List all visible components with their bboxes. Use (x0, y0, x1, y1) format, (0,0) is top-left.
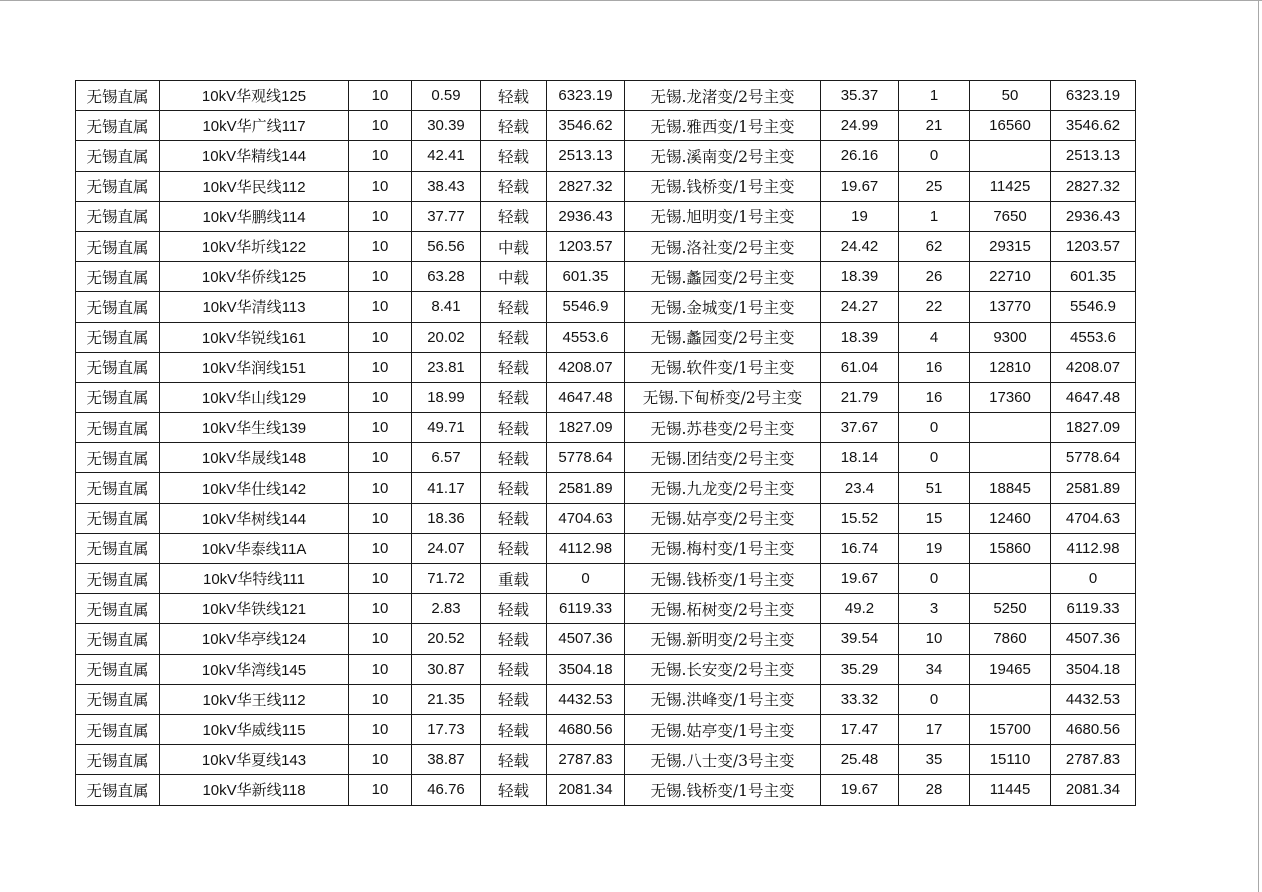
feeder-name-cell: 10kV华民线112 (160, 171, 349, 201)
feeder-name-cell: 10kV华精线144 (160, 141, 349, 171)
feeder-name-cell: 10kV华润线151 (160, 352, 349, 382)
load-rate-cell: 18.36 (412, 503, 481, 533)
company-cell: 无锡直属 (76, 684, 160, 714)
voltage-cell: 10 (349, 413, 412, 443)
user-count-cell: 21 (899, 111, 970, 141)
load-status-cell: 轻载 (481, 111, 547, 141)
feeder-name-cell: 10kV华圻线122 (160, 231, 349, 261)
voltage-cell: 10 (349, 533, 412, 563)
table-row (76, 413, 1136, 443)
load-status-cell: 轻载 (481, 322, 547, 352)
table-row (76, 262, 1136, 292)
installed-capacity-cell: 7650 (970, 201, 1051, 231)
feeder-name-cell: 10kV华广线117 (160, 111, 349, 141)
load-rate-cell: 38.87 (412, 745, 481, 775)
load-status-cell: 轻载 (481, 775, 547, 805)
load-rate-cell: 24.07 (412, 533, 481, 563)
user-count-cell: 0 (899, 413, 970, 443)
load-rate-cell: 20.02 (412, 322, 481, 352)
spare-capacity-cell: 0 (547, 564, 625, 594)
transformer-load-rate-cell: 26.16 (821, 141, 899, 171)
spare-capacity-cell: 6119.33 (547, 594, 625, 624)
transformer-load-rate-cell: 35.29 (821, 654, 899, 684)
feeder-name-cell: 10kV华新线118 (160, 775, 349, 805)
load-rate-cell: 42.41 (412, 141, 481, 171)
transformer-load-rate-cell: 61.04 (821, 352, 899, 382)
feeder-name-cell: 10kV华清线113 (160, 292, 349, 322)
available-capacity-cell: 4208.07 (1051, 352, 1136, 382)
installed-capacity-cell (970, 443, 1051, 473)
transformer-cell: 无锡.洛社变/2号主变 (625, 231, 821, 261)
transformer-cell: 无锡.新明变/2号主变 (625, 624, 821, 654)
load-status-cell: 轻载 (481, 745, 547, 775)
table-row (76, 775, 1136, 805)
load-status-cell: 轻载 (481, 382, 547, 412)
available-capacity-cell: 5778.64 (1051, 443, 1136, 473)
available-capacity-cell: 0 (1051, 564, 1136, 594)
feeder-name-cell: 10kV华仕线142 (160, 473, 349, 503)
company-cell: 无锡直属 (76, 473, 160, 503)
table-row (76, 382, 1136, 412)
load-status-cell: 轻载 (481, 352, 547, 382)
company-cell: 无锡直属 (76, 201, 160, 231)
user-count-cell: 0 (899, 141, 970, 171)
feeder-load-table (75, 80, 1136, 806)
available-capacity-cell: 2827.32 (1051, 171, 1136, 201)
voltage-cell: 10 (349, 684, 412, 714)
available-capacity-cell: 2081.34 (1051, 775, 1136, 805)
load-rate-cell: 30.87 (412, 654, 481, 684)
installed-capacity-cell: 11445 (970, 775, 1051, 805)
installed-capacity-cell: 12810 (970, 352, 1051, 382)
installed-capacity-cell: 18845 (970, 473, 1051, 503)
voltage-cell: 10 (349, 262, 412, 292)
installed-capacity-cell: 7860 (970, 624, 1051, 654)
installed-capacity-cell: 5250 (970, 594, 1051, 624)
installed-capacity-cell: 15110 (970, 745, 1051, 775)
load-status-cell: 轻载 (481, 624, 547, 654)
installed-capacity-cell (970, 684, 1051, 714)
available-capacity-cell: 2936.43 (1051, 201, 1136, 231)
user-count-cell: 17 (899, 714, 970, 744)
page-border-right (1258, 0, 1259, 892)
spare-capacity-cell: 4208.07 (547, 352, 625, 382)
transformer-cell: 无锡.钱桥变/1号主变 (625, 775, 821, 805)
user-count-cell: 16 (899, 352, 970, 382)
load-status-cell: 轻载 (481, 503, 547, 533)
load-rate-cell: 46.76 (412, 775, 481, 805)
transformer-cell: 无锡.姑亭变/2号主变 (625, 503, 821, 533)
table-row (76, 352, 1136, 382)
available-capacity-cell: 2581.89 (1051, 473, 1136, 503)
available-capacity-cell: 3504.18 (1051, 654, 1136, 684)
table-row (76, 654, 1136, 684)
transformer-load-rate-cell: 33.32 (821, 684, 899, 714)
company-cell: 无锡直属 (76, 382, 160, 412)
voltage-cell: 10 (349, 714, 412, 744)
voltage-cell: 10 (349, 594, 412, 624)
load-rate-cell: 63.28 (412, 262, 481, 292)
company-cell: 无锡直属 (76, 171, 160, 201)
available-capacity-cell: 4432.53 (1051, 684, 1136, 714)
transformer-cell: 无锡.洪峰变/1号主变 (625, 684, 821, 714)
load-status-cell: 轻载 (481, 473, 547, 503)
load-rate-cell: 56.56 (412, 231, 481, 261)
transformer-cell: 无锡.软件变/1号主变 (625, 352, 821, 382)
table-row (76, 564, 1136, 594)
transformer-load-rate-cell: 37.67 (821, 413, 899, 443)
load-rate-cell: 30.39 (412, 111, 481, 141)
company-cell: 无锡直属 (76, 564, 160, 594)
installed-capacity-cell (970, 141, 1051, 171)
table-row (76, 292, 1136, 322)
installed-capacity-cell (970, 413, 1051, 443)
load-status-cell: 轻载 (481, 654, 547, 684)
installed-capacity-cell: 11425 (970, 171, 1051, 201)
transformer-load-rate-cell: 24.27 (821, 292, 899, 322)
spare-capacity-cell: 5546.9 (547, 292, 625, 322)
transformer-cell: 无锡.苏巷变/2号主变 (625, 413, 821, 443)
user-count-cell: 16 (899, 382, 970, 412)
available-capacity-cell: 2787.83 (1051, 745, 1136, 775)
company-cell: 无锡直属 (76, 292, 160, 322)
user-count-cell: 51 (899, 473, 970, 503)
feeder-name-cell: 10kV华铁线121 (160, 594, 349, 624)
transformer-cell: 无锡.长安变/2号主变 (625, 654, 821, 684)
transformer-load-rate-cell: 24.99 (821, 111, 899, 141)
transformer-load-rate-cell: 49.2 (821, 594, 899, 624)
spare-capacity-cell: 2827.32 (547, 171, 625, 201)
spare-capacity-cell: 1827.09 (547, 413, 625, 443)
load-status-cell: 轻载 (481, 413, 547, 443)
user-count-cell: 35 (899, 745, 970, 775)
user-count-cell: 25 (899, 171, 970, 201)
user-count-cell: 34 (899, 654, 970, 684)
table-row (76, 231, 1136, 261)
company-cell: 无锡直属 (76, 775, 160, 805)
installed-capacity-cell: 19465 (970, 654, 1051, 684)
company-cell: 无锡直属 (76, 141, 160, 171)
voltage-cell: 10 (349, 564, 412, 594)
transformer-load-rate-cell: 19 (821, 201, 899, 231)
table-row (76, 624, 1136, 654)
transformer-load-rate-cell: 15.52 (821, 503, 899, 533)
transformer-load-rate-cell: 21.79 (821, 382, 899, 412)
load-rate-cell: 18.99 (412, 382, 481, 412)
table-row (76, 171, 1136, 201)
company-cell: 无锡直属 (76, 413, 160, 443)
company-cell: 无锡直属 (76, 654, 160, 684)
voltage-cell: 10 (349, 111, 412, 141)
installed-capacity-cell (970, 564, 1051, 594)
table-row (76, 201, 1136, 231)
load-status-cell: 轻载 (481, 171, 547, 201)
voltage-cell: 10 (349, 141, 412, 171)
load-status-cell: 中载 (481, 231, 547, 261)
company-cell: 无锡直属 (76, 111, 160, 141)
transformer-cell: 无锡.钱桥变/1号主变 (625, 171, 821, 201)
feeder-name-cell: 10kV华鹏线114 (160, 201, 349, 231)
user-count-cell: 3 (899, 594, 970, 624)
load-status-cell: 轻载 (481, 141, 547, 171)
transformer-cell: 无锡.龙渚变/2号主变 (625, 81, 821, 111)
table-row (76, 141, 1136, 171)
load-rate-cell: 6.57 (412, 443, 481, 473)
voltage-cell: 10 (349, 624, 412, 654)
spare-capacity-cell: 4553.6 (547, 322, 625, 352)
feeder-name-cell: 10kV华侨线125 (160, 262, 349, 292)
company-cell: 无锡直属 (76, 322, 160, 352)
feeder-name-cell: 10kV华王线112 (160, 684, 349, 714)
available-capacity-cell: 5546.9 (1051, 292, 1136, 322)
company-cell: 无锡直属 (76, 594, 160, 624)
load-rate-cell: 41.17 (412, 473, 481, 503)
transformer-cell: 无锡.金城变/1号主变 (625, 292, 821, 322)
transformer-cell: 无锡.雅西变/1号主变 (625, 111, 821, 141)
load-status-cell: 中载 (481, 262, 547, 292)
transformer-load-rate-cell: 16.74 (821, 533, 899, 563)
feeder-name-cell: 10kV华湾线145 (160, 654, 349, 684)
spare-capacity-cell: 2081.34 (547, 775, 625, 805)
feeder-name-cell: 10kV华泰线11A (160, 533, 349, 563)
table-row (76, 684, 1136, 714)
feeder-name-cell: 10kV华特线111 (160, 564, 349, 594)
user-count-cell: 22 (899, 292, 970, 322)
table-row (76, 322, 1136, 352)
load-status-cell: 轻载 (481, 292, 547, 322)
transformer-load-rate-cell: 17.47 (821, 714, 899, 744)
spare-capacity-cell: 4112.98 (547, 533, 625, 563)
spare-capacity-cell: 2787.83 (547, 745, 625, 775)
table-row (76, 714, 1136, 744)
table-body (76, 81, 1136, 806)
spare-capacity-cell: 3546.62 (547, 111, 625, 141)
table-row (76, 745, 1136, 775)
available-capacity-cell: 1203.57 (1051, 231, 1136, 261)
company-cell: 无锡直属 (76, 231, 160, 261)
transformer-load-rate-cell: 25.48 (821, 745, 899, 775)
spare-capacity-cell: 4680.56 (547, 714, 625, 744)
user-count-cell: 4 (899, 322, 970, 352)
user-count-cell: 26 (899, 262, 970, 292)
transformer-cell: 无锡.旭明变/1号主变 (625, 201, 821, 231)
available-capacity-cell: 6323.19 (1051, 81, 1136, 111)
installed-capacity-cell: 16560 (970, 111, 1051, 141)
installed-capacity-cell: 12460 (970, 503, 1051, 533)
company-cell: 无锡直属 (76, 262, 160, 292)
available-capacity-cell: 4704.63 (1051, 503, 1136, 533)
load-status-cell: 轻载 (481, 594, 547, 624)
transformer-cell: 无锡.柘树变/2号主变 (625, 594, 821, 624)
voltage-cell: 10 (349, 503, 412, 533)
user-count-cell: 0 (899, 564, 970, 594)
voltage-cell: 10 (349, 81, 412, 111)
voltage-cell: 10 (349, 171, 412, 201)
transformer-load-rate-cell: 19.67 (821, 171, 899, 201)
load-rate-cell: 17.73 (412, 714, 481, 744)
transformer-load-rate-cell: 18.39 (821, 322, 899, 352)
feeder-name-cell: 10kV华威线115 (160, 714, 349, 744)
voltage-cell: 10 (349, 292, 412, 322)
table-row (76, 81, 1136, 111)
transformer-cell: 无锡.九龙变/2号主变 (625, 473, 821, 503)
transformer-load-rate-cell: 18.39 (821, 262, 899, 292)
spare-capacity-cell: 4647.48 (547, 382, 625, 412)
installed-capacity-cell: 17360 (970, 382, 1051, 412)
user-count-cell: 15 (899, 503, 970, 533)
installed-capacity-cell: 13770 (970, 292, 1051, 322)
transformer-load-rate-cell: 39.54 (821, 624, 899, 654)
user-count-cell: 0 (899, 684, 970, 714)
table-row (76, 111, 1136, 141)
user-count-cell: 1 (899, 201, 970, 231)
available-capacity-cell: 1827.09 (1051, 413, 1136, 443)
voltage-cell: 10 (349, 745, 412, 775)
transformer-load-rate-cell: 19.67 (821, 564, 899, 594)
load-status-cell: 轻载 (481, 201, 547, 231)
transformer-load-rate-cell: 24.42 (821, 231, 899, 261)
load-rate-cell: 21.35 (412, 684, 481, 714)
company-cell: 无锡直属 (76, 714, 160, 744)
spare-capacity-cell: 6323.19 (547, 81, 625, 111)
load-status-cell: 轻载 (481, 714, 547, 744)
feeder-name-cell: 10kV华树线144 (160, 503, 349, 533)
transformer-cell: 无锡.蠡园变/2号主变 (625, 262, 821, 292)
load-status-cell: 轻载 (481, 684, 547, 714)
load-status-cell: 轻载 (481, 443, 547, 473)
available-capacity-cell: 4507.36 (1051, 624, 1136, 654)
transformer-load-rate-cell: 23.4 (821, 473, 899, 503)
load-rate-cell: 71.72 (412, 564, 481, 594)
page-border-top (0, 0, 1262, 1)
available-capacity-cell: 4647.48 (1051, 382, 1136, 412)
transformer-cell: 无锡.梅村变/1号主变 (625, 533, 821, 563)
load-rate-cell: 20.52 (412, 624, 481, 654)
installed-capacity-cell: 15700 (970, 714, 1051, 744)
load-rate-cell: 49.71 (412, 413, 481, 443)
installed-capacity-cell: 50 (970, 81, 1051, 111)
transformer-load-rate-cell: 18.14 (821, 443, 899, 473)
available-capacity-cell: 3546.62 (1051, 111, 1136, 141)
transformer-cell: 无锡.钱桥变/1号主变 (625, 564, 821, 594)
load-status-cell: 轻载 (481, 81, 547, 111)
transformer-cell: 无锡.八士变/3号主变 (625, 745, 821, 775)
spare-capacity-cell: 601.35 (547, 262, 625, 292)
spare-capacity-cell: 4507.36 (547, 624, 625, 654)
feeder-name-cell: 10kV华观线125 (160, 81, 349, 111)
available-capacity-cell: 4112.98 (1051, 533, 1136, 563)
company-cell: 无锡直属 (76, 503, 160, 533)
load-rate-cell: 23.81 (412, 352, 481, 382)
user-count-cell: 28 (899, 775, 970, 805)
voltage-cell: 10 (349, 473, 412, 503)
load-status-cell: 轻载 (481, 533, 547, 563)
load-status-cell: 重载 (481, 564, 547, 594)
load-rate-cell: 38.43 (412, 171, 481, 201)
spare-capacity-cell: 3504.18 (547, 654, 625, 684)
transformer-cell: 无锡.下甸桥变/2号主变 (625, 382, 821, 412)
load-rate-cell: 0.59 (412, 81, 481, 111)
feeder-name-cell: 10kV华晟线148 (160, 443, 349, 473)
company-cell: 无锡直属 (76, 443, 160, 473)
voltage-cell: 10 (349, 382, 412, 412)
installed-capacity-cell: 29315 (970, 231, 1051, 261)
company-cell: 无锡直属 (76, 352, 160, 382)
company-cell: 无锡直属 (76, 745, 160, 775)
table-row (76, 473, 1136, 503)
transformer-load-rate-cell: 19.67 (821, 775, 899, 805)
table-row (76, 503, 1136, 533)
feeder-name-cell: 10kV华山线129 (160, 382, 349, 412)
voltage-cell: 10 (349, 231, 412, 261)
voltage-cell: 10 (349, 443, 412, 473)
spare-capacity-cell: 2581.89 (547, 473, 625, 503)
feeder-name-cell: 10kV华夏线143 (160, 745, 349, 775)
load-rate-cell: 2.83 (412, 594, 481, 624)
available-capacity-cell: 2513.13 (1051, 141, 1136, 171)
transformer-load-rate-cell: 35.37 (821, 81, 899, 111)
transformer-cell: 无锡.溪南变/2号主变 (625, 141, 821, 171)
company-cell: 无锡直属 (76, 624, 160, 654)
company-cell: 无锡直属 (76, 533, 160, 563)
voltage-cell: 10 (349, 201, 412, 231)
transformer-cell: 无锡.姑亭变/1号主变 (625, 714, 821, 744)
feeder-name-cell: 10kV华亭线124 (160, 624, 349, 654)
user-count-cell: 62 (899, 231, 970, 261)
available-capacity-cell: 4553.6 (1051, 322, 1136, 352)
table-row (76, 533, 1136, 563)
available-capacity-cell: 601.35 (1051, 262, 1136, 292)
spare-capacity-cell: 5778.64 (547, 443, 625, 473)
table-row (76, 443, 1136, 473)
user-count-cell: 0 (899, 443, 970, 473)
spare-capacity-cell: 2513.13 (547, 141, 625, 171)
load-rate-cell: 8.41 (412, 292, 481, 322)
transformer-cell: 无锡.蠡园变/2号主变 (625, 322, 821, 352)
available-capacity-cell: 4680.56 (1051, 714, 1136, 744)
user-count-cell: 1 (899, 81, 970, 111)
installed-capacity-cell: 15860 (970, 533, 1051, 563)
voltage-cell: 10 (349, 322, 412, 352)
transformer-cell: 无锡.团结变/2号主变 (625, 443, 821, 473)
installed-capacity-cell: 22710 (970, 262, 1051, 292)
spare-capacity-cell: 4432.53 (547, 684, 625, 714)
user-count-cell: 19 (899, 533, 970, 563)
available-capacity-cell: 6119.33 (1051, 594, 1136, 624)
user-count-cell: 10 (899, 624, 970, 654)
feeder-name-cell: 10kV华生线139 (160, 413, 349, 443)
spare-capacity-cell: 1203.57 (547, 231, 625, 261)
spare-capacity-cell: 4704.63 (547, 503, 625, 533)
voltage-cell: 10 (349, 352, 412, 382)
load-rate-cell: 37.77 (412, 201, 481, 231)
feeder-name-cell: 10kV华锐线161 (160, 322, 349, 352)
table-row (76, 594, 1136, 624)
installed-capacity-cell: 9300 (970, 322, 1051, 352)
voltage-cell: 10 (349, 775, 412, 805)
voltage-cell: 10 (349, 654, 412, 684)
spare-capacity-cell: 2936.43 (547, 201, 625, 231)
company-cell: 无锡直属 (76, 81, 160, 111)
